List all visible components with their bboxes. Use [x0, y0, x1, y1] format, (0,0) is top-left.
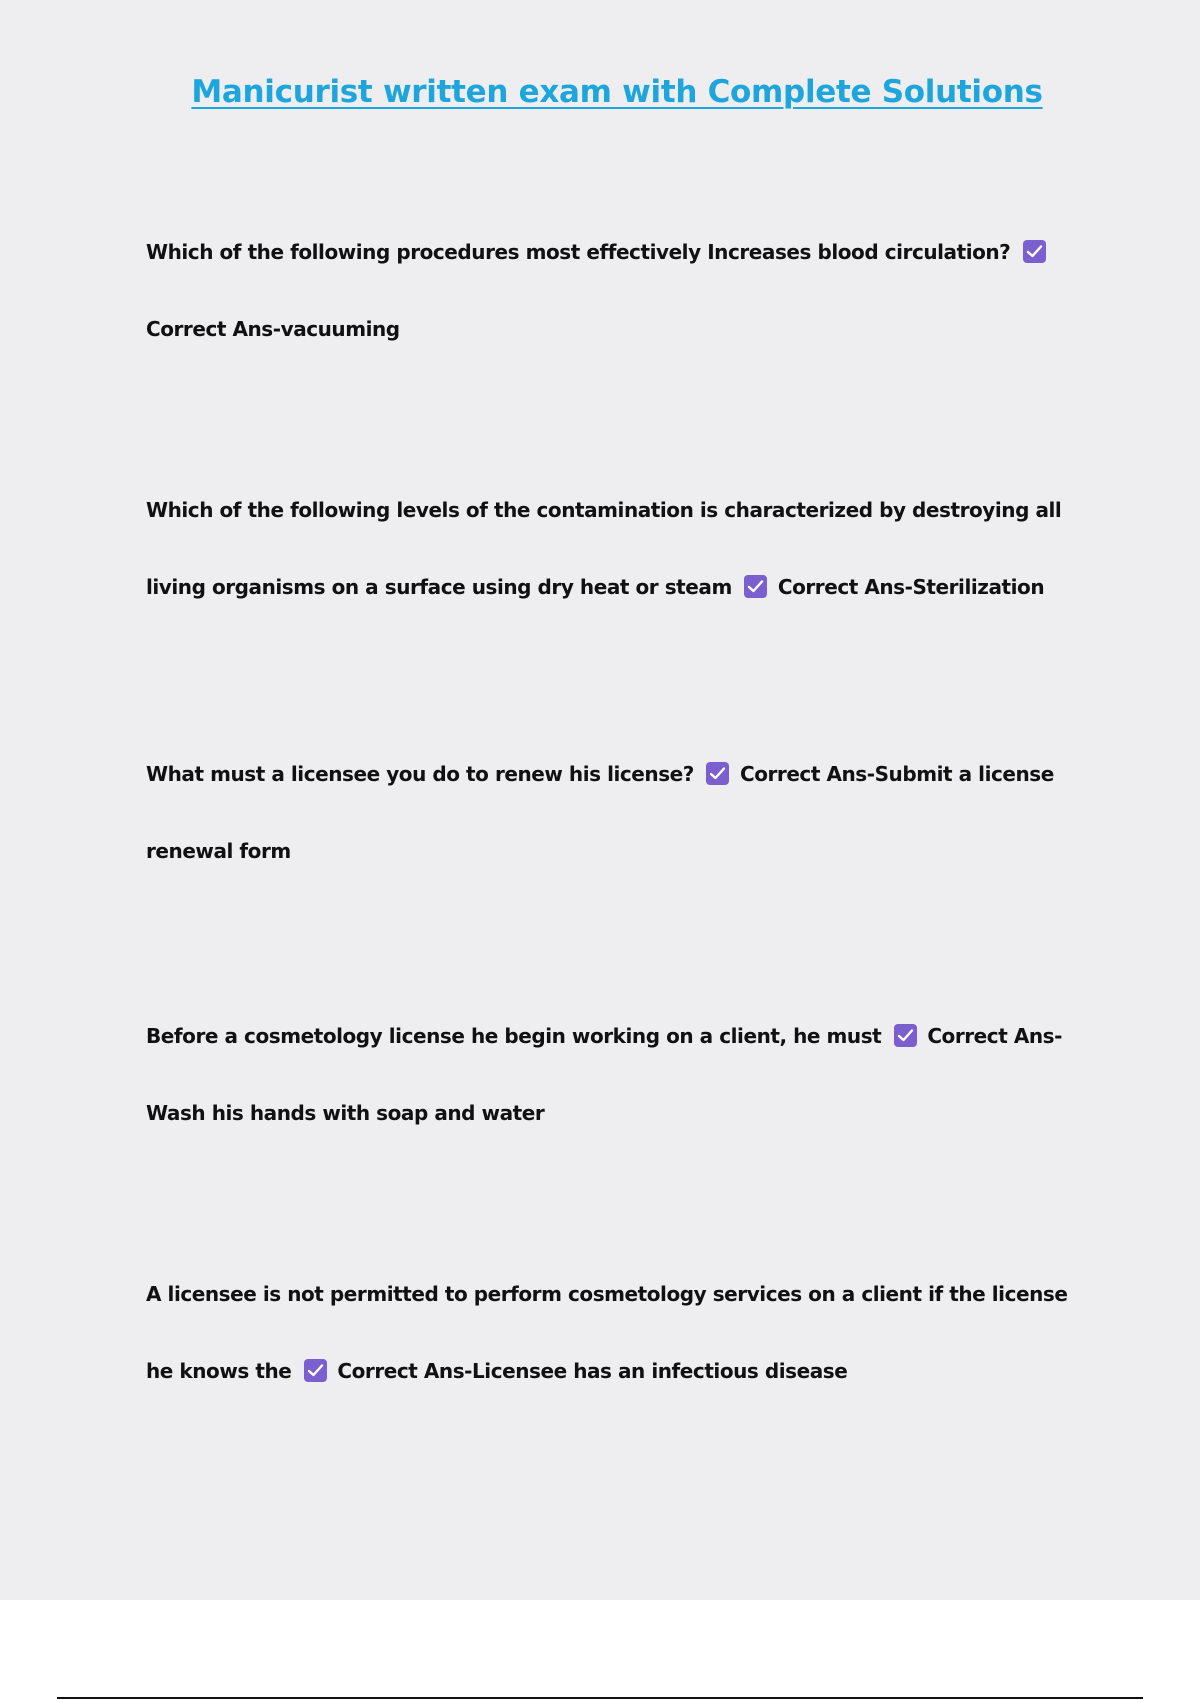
answer-text: Correct Ans-Licensee has an infectious disease [337, 1359, 848, 1383]
document-title-link[interactable]: Manicurist written exam with Complete Solutions [191, 74, 1043, 110]
question-text: What must a licensee you do to renew his license? [146, 762, 694, 786]
question-text: Which of the following procedures most effectively Increases blood circulation? [146, 240, 1011, 264]
qa-item-1 [146, 214, 1086, 368]
document-title [0, 74, 1200, 110]
answer-text: Correct Ans-Sterilization [777, 575, 1045, 599]
checkbox-checked-icon [1023, 240, 1046, 263]
question-text: Before a cosmetology license he begin working on a client, he must [146, 1024, 882, 1048]
answer-text: Correct Ans-Submit a license renewal form [146, 762, 1054, 863]
qa-item-3 [146, 736, 1086, 890]
footer-divider [57, 1697, 1143, 1699]
question-text: A licensee is not permitted to perform cosmetology services on a client if the license he knows the [146, 1282, 1068, 1383]
answer-text: Correct Ans-Wash his hands with soap and water [146, 1024, 1062, 1125]
answer-text: Correct Ans-vacuuming [146, 317, 400, 341]
checkbox-checked-icon [744, 575, 767, 598]
qa-item-5 [146, 1256, 1086, 1410]
checkbox-checked-icon [894, 1024, 917, 1047]
qa-item-2 [146, 472, 1086, 626]
checkbox-checked-icon [304, 1359, 327, 1382]
question-text: Which of the following levels of the contamination is characterized by destroying all living organisms on a surface using dry heat or steam [146, 498, 1062, 599]
checkbox-checked-icon [706, 762, 729, 785]
qa-item-4 [146, 998, 1086, 1152]
